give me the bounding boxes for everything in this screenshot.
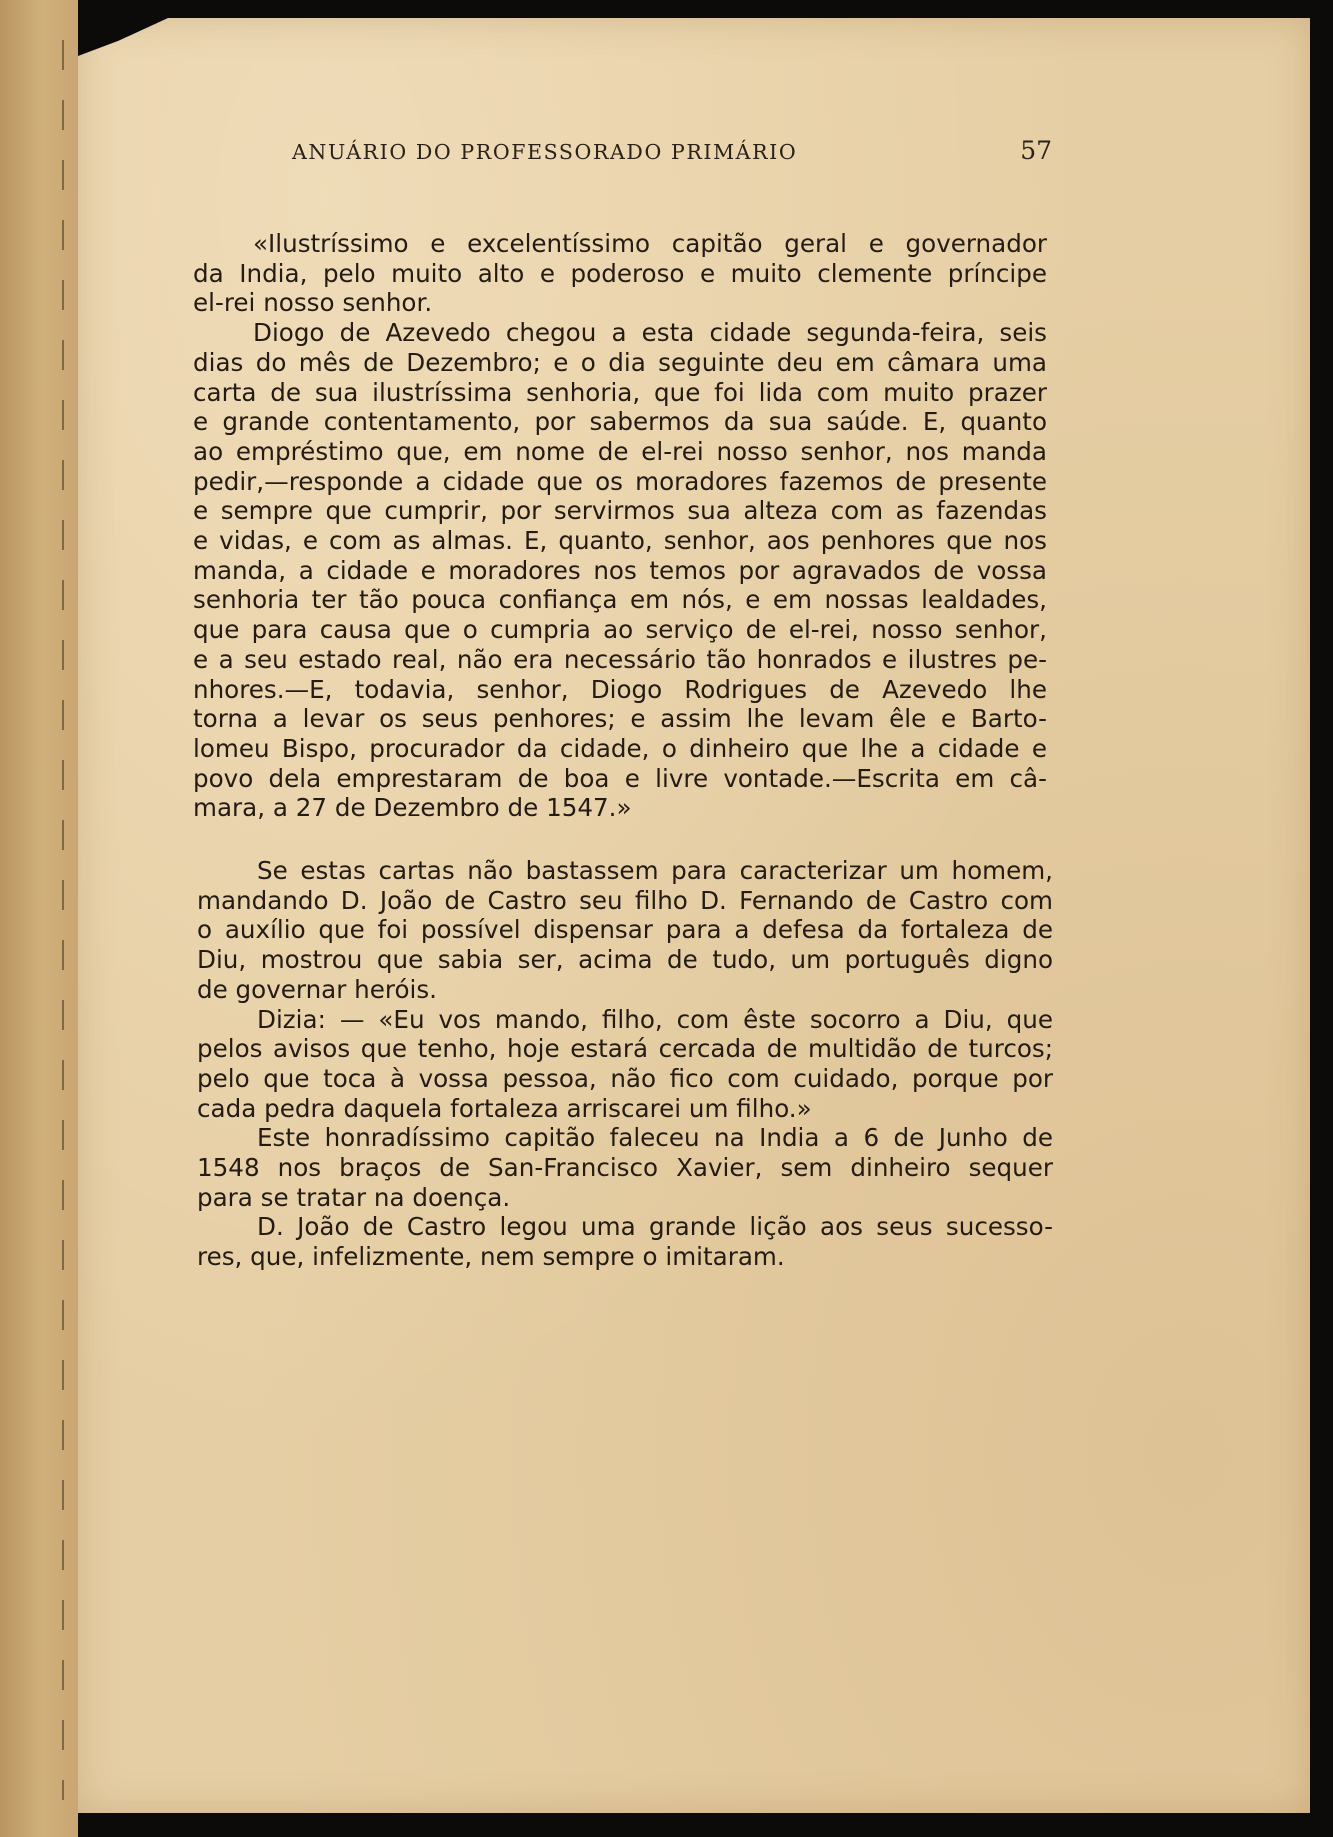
text-line: de governar heróis.: [197, 974, 437, 1004]
text-line: Diogo de Azevedo chegou a esta cidade segunda-feira, seis: [253, 318, 1047, 348]
text-line: D. João de Castro legou uma grande lição aos seus sucesso-: [257, 1212, 1053, 1242]
text-line: mara, a 27 de Dezembro de 1547.»: [193, 793, 632, 823]
text-line: dias do mês de Dezembro; e o dia seguinte deu em câmara uma: [193, 347, 1047, 377]
running-title: ANUÁRIO DO PROFESSORADO PRIMÁRIO: [292, 140, 798, 164]
text-line: res, que, infelizmente, nem sempre o imitaram.: [197, 1242, 785, 1272]
text-line: para se tratar na doença.: [197, 1182, 511, 1212]
letter-quote: [193, 229, 1047, 823]
text-line: el-rei nosso senhor.: [193, 288, 433, 318]
text-line: o auxílio que foi possível dispensar para a defesa da fortaleza de: [197, 915, 1053, 945]
text-line: nhores.—E, todavia, senhor, Diogo Rodrigues de Azevedo lhe: [193, 674, 1047, 704]
text-line: pelo que toca à vossa pessoa, não fico com cuidado, porque por: [197, 1063, 1053, 1093]
text-line: carta de sua ilustríssima senhoria, que foi lida com muito prazer: [193, 377, 1047, 407]
text-line: e vidas, e com as almas. E, quanto, senhor, aos penhores que nos: [193, 526, 1047, 556]
text-line: cada pedra daquela fortaleza arriscarei um filho.»: [197, 1093, 812, 1123]
text-line: senhoria ter tão pouca confiança em nós, e em nossas lealdades,: [193, 585, 1047, 615]
previous-page-text-edge: [62, 40, 64, 1800]
page-number: 57: [1020, 136, 1052, 165]
text-line: Dizia: — «Eu vos mando, filho, com êste socorro a Diu, que: [257, 1004, 1053, 1034]
text-line: pelos avisos que tenho, hoje estará cercada de multidão de turcos;: [197, 1034, 1053, 1064]
text-line: manda, a cidade e moradores nos temos por agravados de vossa: [193, 555, 1047, 585]
text-line: lomeu Bispo, procurador da cidade, o dinheiro que lhe a cidade e: [193, 733, 1047, 763]
text-line: que para causa que o cumpria ao serviço de el-rei, nosso senhor,: [193, 615, 1047, 645]
text-line: Se estas cartas não bastassem para caracterizar um homem,: [257, 856, 1053, 885]
text-line: da India, pelo muito alto e poderoso e muito clemente príncipe: [193, 258, 1047, 288]
text-line: Diu, mostrou que sabia ser, acima de tudo, um português digno: [197, 945, 1053, 975]
text-line: pedir,—responde a cidade que os moradores fazemos de presente: [193, 466, 1047, 496]
text-line: «Ilustríssimo e excelentíssimo capitão geral e governador: [253, 229, 1047, 258]
text-line: povo dela emprestaram de boa e livre vontade.—Escrita em câ-: [193, 763, 1047, 793]
text-line: Este honradíssimo capitão faleceu na India a 6 de Junho de: [257, 1123, 1053, 1153]
text-line: torna a levar os seus penhores; e assim lhe levam êle e Barto-: [193, 704, 1047, 734]
text-line: e sempre que cumprir, por servirmos sua alteza com as fazendas: [193, 496, 1047, 526]
previous-page-edge: [0, 0, 78, 1837]
text-line: 1548 nos braços de San-Francisco Xavier, sem dinheiro sequer: [197, 1153, 1053, 1183]
text-line: e grande contentamento, por sabermos da sua saúde. E, quanto: [193, 407, 1047, 437]
text-line: e a seu estado real, não era necessário tão honrados e ilustres pe-: [193, 644, 1047, 674]
text-line: ao empréstimo que, em nome de el-rei nosso senhor, nos manda: [193, 436, 1047, 466]
text-line: mandando D. João de Castro seu filho D. Fernando de Castro com: [197, 885, 1053, 915]
page-header: [292, 136, 1052, 170]
torn-corner: [78, 18, 168, 56]
body-paragraphs: [197, 856, 1053, 1272]
